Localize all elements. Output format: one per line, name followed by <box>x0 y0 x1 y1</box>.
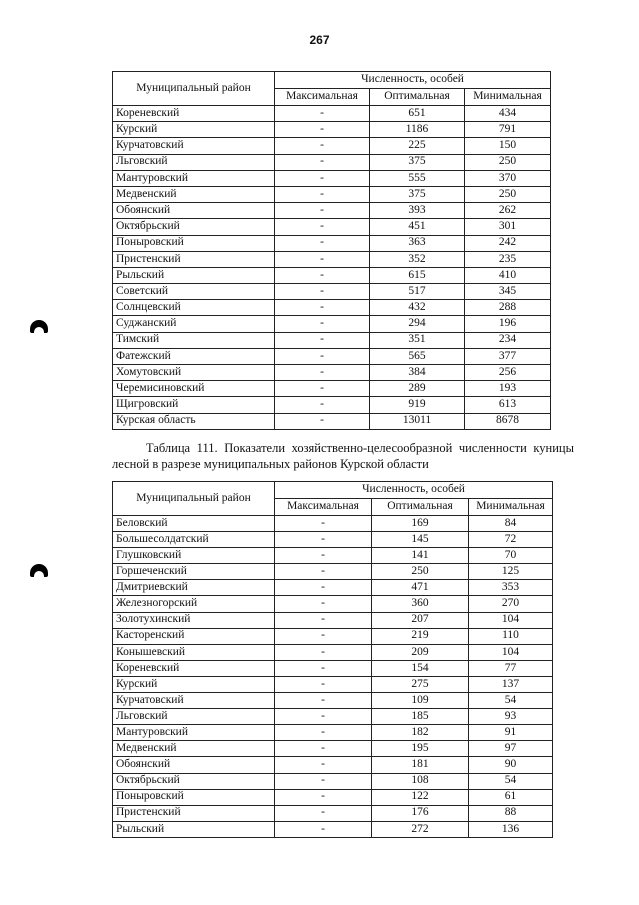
district-name: Льговский <box>113 709 275 725</box>
maximum-value: - <box>275 332 370 348</box>
optimum-value: 565 <box>370 348 465 364</box>
optimum-value: 181 <box>372 757 469 773</box>
table-row <box>113 805 553 821</box>
optimum-value: 555 <box>370 170 465 186</box>
optimum-value: 141 <box>372 548 469 564</box>
optimum-value: 451 <box>370 219 465 235</box>
district-name: Конышевский <box>113 644 275 660</box>
district-name: Курская область <box>113 413 275 429</box>
district-name: Тимский <box>113 332 275 348</box>
minimum-value: 54 <box>469 773 553 789</box>
maximum-value: - <box>275 644 372 660</box>
district-name: Беловский <box>113 516 275 532</box>
optimum-value: 384 <box>370 365 465 381</box>
maximum-value: - <box>275 106 370 122</box>
table-row <box>113 219 551 235</box>
minimum-value: 104 <box>469 612 553 628</box>
maximum-value: - <box>275 725 372 741</box>
table-row <box>113 381 551 397</box>
caption-line-2: лесной в разрезе муниципальных районов Курской области <box>112 457 429 471</box>
table-caption <box>112 440 574 472</box>
district-name: Курский <box>113 122 275 138</box>
district-name: Фатежский <box>113 348 275 364</box>
maximum-value: - <box>275 564 372 580</box>
optimum-value: 13011 <box>370 413 465 429</box>
optimum-value: 289 <box>370 381 465 397</box>
optimum-value: 169 <box>372 516 469 532</box>
maximum-value: - <box>275 709 372 725</box>
maximum-value: - <box>275 532 372 548</box>
district-name: Касторенский <box>113 628 275 644</box>
maximum-value: - <box>275 138 370 154</box>
maximum-value: - <box>275 122 370 138</box>
optimum-value: 393 <box>370 203 465 219</box>
table-row <box>113 516 553 532</box>
minimum-value: 250 <box>465 154 551 170</box>
district-name: Суджанский <box>113 316 275 332</box>
header-optimum: Оптимальная <box>372 499 469 516</box>
district-name: Пристенский <box>113 805 275 821</box>
optimum-value: 375 <box>370 186 465 202</box>
district-name: Дмитриевский <box>113 580 275 596</box>
maximum-value: - <box>275 316 370 332</box>
optimum-value: 352 <box>370 251 465 267</box>
district-name: Солнцевский <box>113 300 275 316</box>
table-row <box>113 413 551 429</box>
maximum-value: - <box>275 348 370 364</box>
optimum-value: 375 <box>370 154 465 170</box>
table-row <box>113 773 553 789</box>
table-row <box>113 122 551 138</box>
district-name: Курчатовский <box>113 693 275 709</box>
district-name: Советский <box>113 284 275 300</box>
table-row <box>113 757 553 773</box>
header-maximum: Максимальная <box>275 499 372 516</box>
optimum-value: 185 <box>372 709 469 725</box>
table-row <box>113 106 551 122</box>
optimum-value: 294 <box>370 316 465 332</box>
district-name: Мантуровский <box>113 725 275 741</box>
optimum-value: 122 <box>372 789 469 805</box>
table-row <box>113 564 553 580</box>
district-name: Черемисиновский <box>113 381 275 397</box>
minimum-value: 301 <box>465 219 551 235</box>
table-row <box>113 693 553 709</box>
optimum-value: 1186 <box>370 122 465 138</box>
table-row <box>113 203 551 219</box>
district-name: Рыльский <box>113 821 275 837</box>
district-name: Рыльский <box>113 267 275 283</box>
maximum-value: - <box>275 741 372 757</box>
optimum-value: 432 <box>370 300 465 316</box>
optimum-value: 176 <box>372 805 469 821</box>
minimum-value: 250 <box>465 186 551 202</box>
district-name: Кореневский <box>113 106 275 122</box>
table-row <box>113 154 551 170</box>
minimum-value: 434 <box>465 106 551 122</box>
minimum-value: 72 <box>469 532 553 548</box>
district-name: Медвенский <box>113 186 275 202</box>
district-name: Поныровский <box>113 789 275 805</box>
maximum-value: - <box>275 203 370 219</box>
optimum-value: 209 <box>372 644 469 660</box>
maximum-value: - <box>275 773 372 789</box>
table-row <box>113 348 551 364</box>
maximum-value: - <box>275 154 370 170</box>
minimum-value: 91 <box>469 725 553 741</box>
optimum-value: 363 <box>370 235 465 251</box>
minimum-value: 70 <box>469 548 553 564</box>
maximum-value: - <box>275 693 372 709</box>
minimum-value: 8678 <box>465 413 551 429</box>
optimum-value: 207 <box>372 612 469 628</box>
optimum-value: 109 <box>372 693 469 709</box>
district-name: Поныровский <box>113 235 275 251</box>
page-number: 267 <box>309 33 330 47</box>
header-minimum: Минимальная <box>465 89 551 106</box>
minimum-value: 242 <box>465 235 551 251</box>
minimum-value: 791 <box>465 122 551 138</box>
maximum-value: - <box>275 365 370 381</box>
table-row <box>113 332 551 348</box>
maximum-value: - <box>275 413 370 429</box>
binding-hole-mark <box>30 320 48 333</box>
minimum-value: 193 <box>465 381 551 397</box>
minimum-value: 150 <box>465 138 551 154</box>
table-row <box>113 300 551 316</box>
optimum-value: 250 <box>372 564 469 580</box>
binding-hole-mark <box>30 564 48 577</box>
optimum-value: 182 <box>372 725 469 741</box>
district-name: Глушковский <box>113 548 275 564</box>
optimum-value: 272 <box>372 821 469 837</box>
district-name: Курчатовский <box>113 138 275 154</box>
maximum-value: - <box>275 660 372 676</box>
minimum-value: 77 <box>469 660 553 676</box>
minimum-value: 137 <box>469 676 553 692</box>
header-population-group: Численность, особей <box>275 482 553 499</box>
minimum-value: 256 <box>465 365 551 381</box>
minimum-value: 262 <box>465 203 551 219</box>
optimum-value: 517 <box>370 284 465 300</box>
maximum-value: - <box>275 821 372 837</box>
optimum-value: 195 <box>372 741 469 757</box>
table-row <box>113 532 553 548</box>
minimum-value: 370 <box>465 170 551 186</box>
minimum-value: 54 <box>469 693 553 709</box>
caption-line-1: Таблица 111. Показатели хозяйственно-целесообразной численности куницы <box>146 441 574 455</box>
maximum-value: - <box>275 628 372 644</box>
table-row <box>113 251 551 267</box>
optimum-value: 145 <box>372 532 469 548</box>
minimum-value: 377 <box>465 348 551 364</box>
minimum-value: 61 <box>469 789 553 805</box>
minimum-value: 353 <box>469 580 553 596</box>
table-row <box>113 284 551 300</box>
table-row <box>113 170 551 186</box>
district-name: Обоянский <box>113 757 275 773</box>
district-name: Октябрьский <box>113 219 275 235</box>
table-row <box>113 596 553 612</box>
maximum-value: - <box>275 516 372 532</box>
district-name: Льговский <box>113 154 275 170</box>
table-row <box>113 644 553 660</box>
district-name: Железногорский <box>113 596 275 612</box>
optimum-value: 360 <box>372 596 469 612</box>
district-name: Щигровский <box>113 397 275 413</box>
table-row <box>113 789 553 805</box>
district-name: Кореневский <box>113 660 275 676</box>
table-row <box>113 725 553 741</box>
minimum-value: 97 <box>469 741 553 757</box>
minimum-value: 345 <box>465 284 551 300</box>
table-row <box>113 186 551 202</box>
maximum-value: - <box>275 596 372 612</box>
table-row <box>113 267 551 283</box>
minimum-value: 88 <box>469 805 553 821</box>
optimum-value: 919 <box>370 397 465 413</box>
maximum-value: - <box>275 235 370 251</box>
maximum-value: - <box>275 789 372 805</box>
maximum-value: - <box>275 676 372 692</box>
minimum-value: 110 <box>469 628 553 644</box>
minimum-value: 410 <box>465 267 551 283</box>
table-row <box>113 138 551 154</box>
minimum-value: 125 <box>469 564 553 580</box>
table-row <box>113 628 553 644</box>
district-name: Курский <box>113 676 275 692</box>
optimum-value: 108 <box>372 773 469 789</box>
optimum-value: 225 <box>370 138 465 154</box>
district-name: Медвенский <box>113 741 275 757</box>
header-minimum: Минимальная <box>469 499 553 516</box>
minimum-value: 93 <box>469 709 553 725</box>
maximum-value: - <box>275 397 370 413</box>
minimum-value: 234 <box>465 332 551 348</box>
minimum-value: 613 <box>465 397 551 413</box>
optimum-value: 219 <box>372 628 469 644</box>
optimum-value: 154 <box>372 660 469 676</box>
maximum-value: - <box>275 186 370 202</box>
district-name: Большесолдатский <box>113 532 275 548</box>
maximum-value: - <box>275 251 370 267</box>
district-name: Хомутовский <box>113 365 275 381</box>
minimum-value: 104 <box>469 644 553 660</box>
district-name: Пристенский <box>113 251 275 267</box>
maximum-value: - <box>275 170 370 186</box>
optimum-value: 651 <box>370 106 465 122</box>
table-row <box>113 365 551 381</box>
maximum-value: - <box>275 757 372 773</box>
table-row <box>113 548 553 564</box>
table-row <box>113 235 551 251</box>
maximum-value: - <box>275 381 370 397</box>
minimum-value: 196 <box>465 316 551 332</box>
optimum-value: 351 <box>370 332 465 348</box>
optimum-value: 275 <box>372 676 469 692</box>
table-row <box>113 612 553 628</box>
population-table-2 <box>112 481 553 838</box>
header-optimum: Оптимальная <box>370 89 465 106</box>
maximum-value: - <box>275 548 372 564</box>
table-row <box>113 660 553 676</box>
optimum-value: 471 <box>372 580 469 596</box>
maximum-value: - <box>275 300 370 316</box>
maximum-value: - <box>275 580 372 596</box>
minimum-value: 90 <box>469 757 553 773</box>
maximum-value: - <box>275 284 370 300</box>
table-row <box>113 397 551 413</box>
header-district: Муниципальный район <box>113 482 275 516</box>
minimum-value: 136 <box>469 821 553 837</box>
table-row <box>113 709 553 725</box>
district-name: Золотухинский <box>113 612 275 628</box>
table-row <box>113 316 551 332</box>
optimum-value: 615 <box>370 267 465 283</box>
district-name: Мантуровский <box>113 170 275 186</box>
district-name: Октябрьский <box>113 773 275 789</box>
maximum-value: - <box>275 267 370 283</box>
header-population-group: Численность, особей <box>275 72 551 89</box>
maximum-value: - <box>275 805 372 821</box>
header-maximum: Максимальная <box>275 89 370 106</box>
table-row <box>113 676 553 692</box>
table-row <box>113 580 553 596</box>
population-table-1 <box>112 71 551 430</box>
minimum-value: 84 <box>469 516 553 532</box>
minimum-value: 288 <box>465 300 551 316</box>
maximum-value: - <box>275 612 372 628</box>
table-row <box>113 741 553 757</box>
header-district: Муниципальный район <box>113 72 275 106</box>
minimum-value: 270 <box>469 596 553 612</box>
maximum-value: - <box>275 219 370 235</box>
district-name: Обоянский <box>113 203 275 219</box>
minimum-value: 235 <box>465 251 551 267</box>
table-row <box>113 821 553 837</box>
district-name: Горшеченский <box>113 564 275 580</box>
